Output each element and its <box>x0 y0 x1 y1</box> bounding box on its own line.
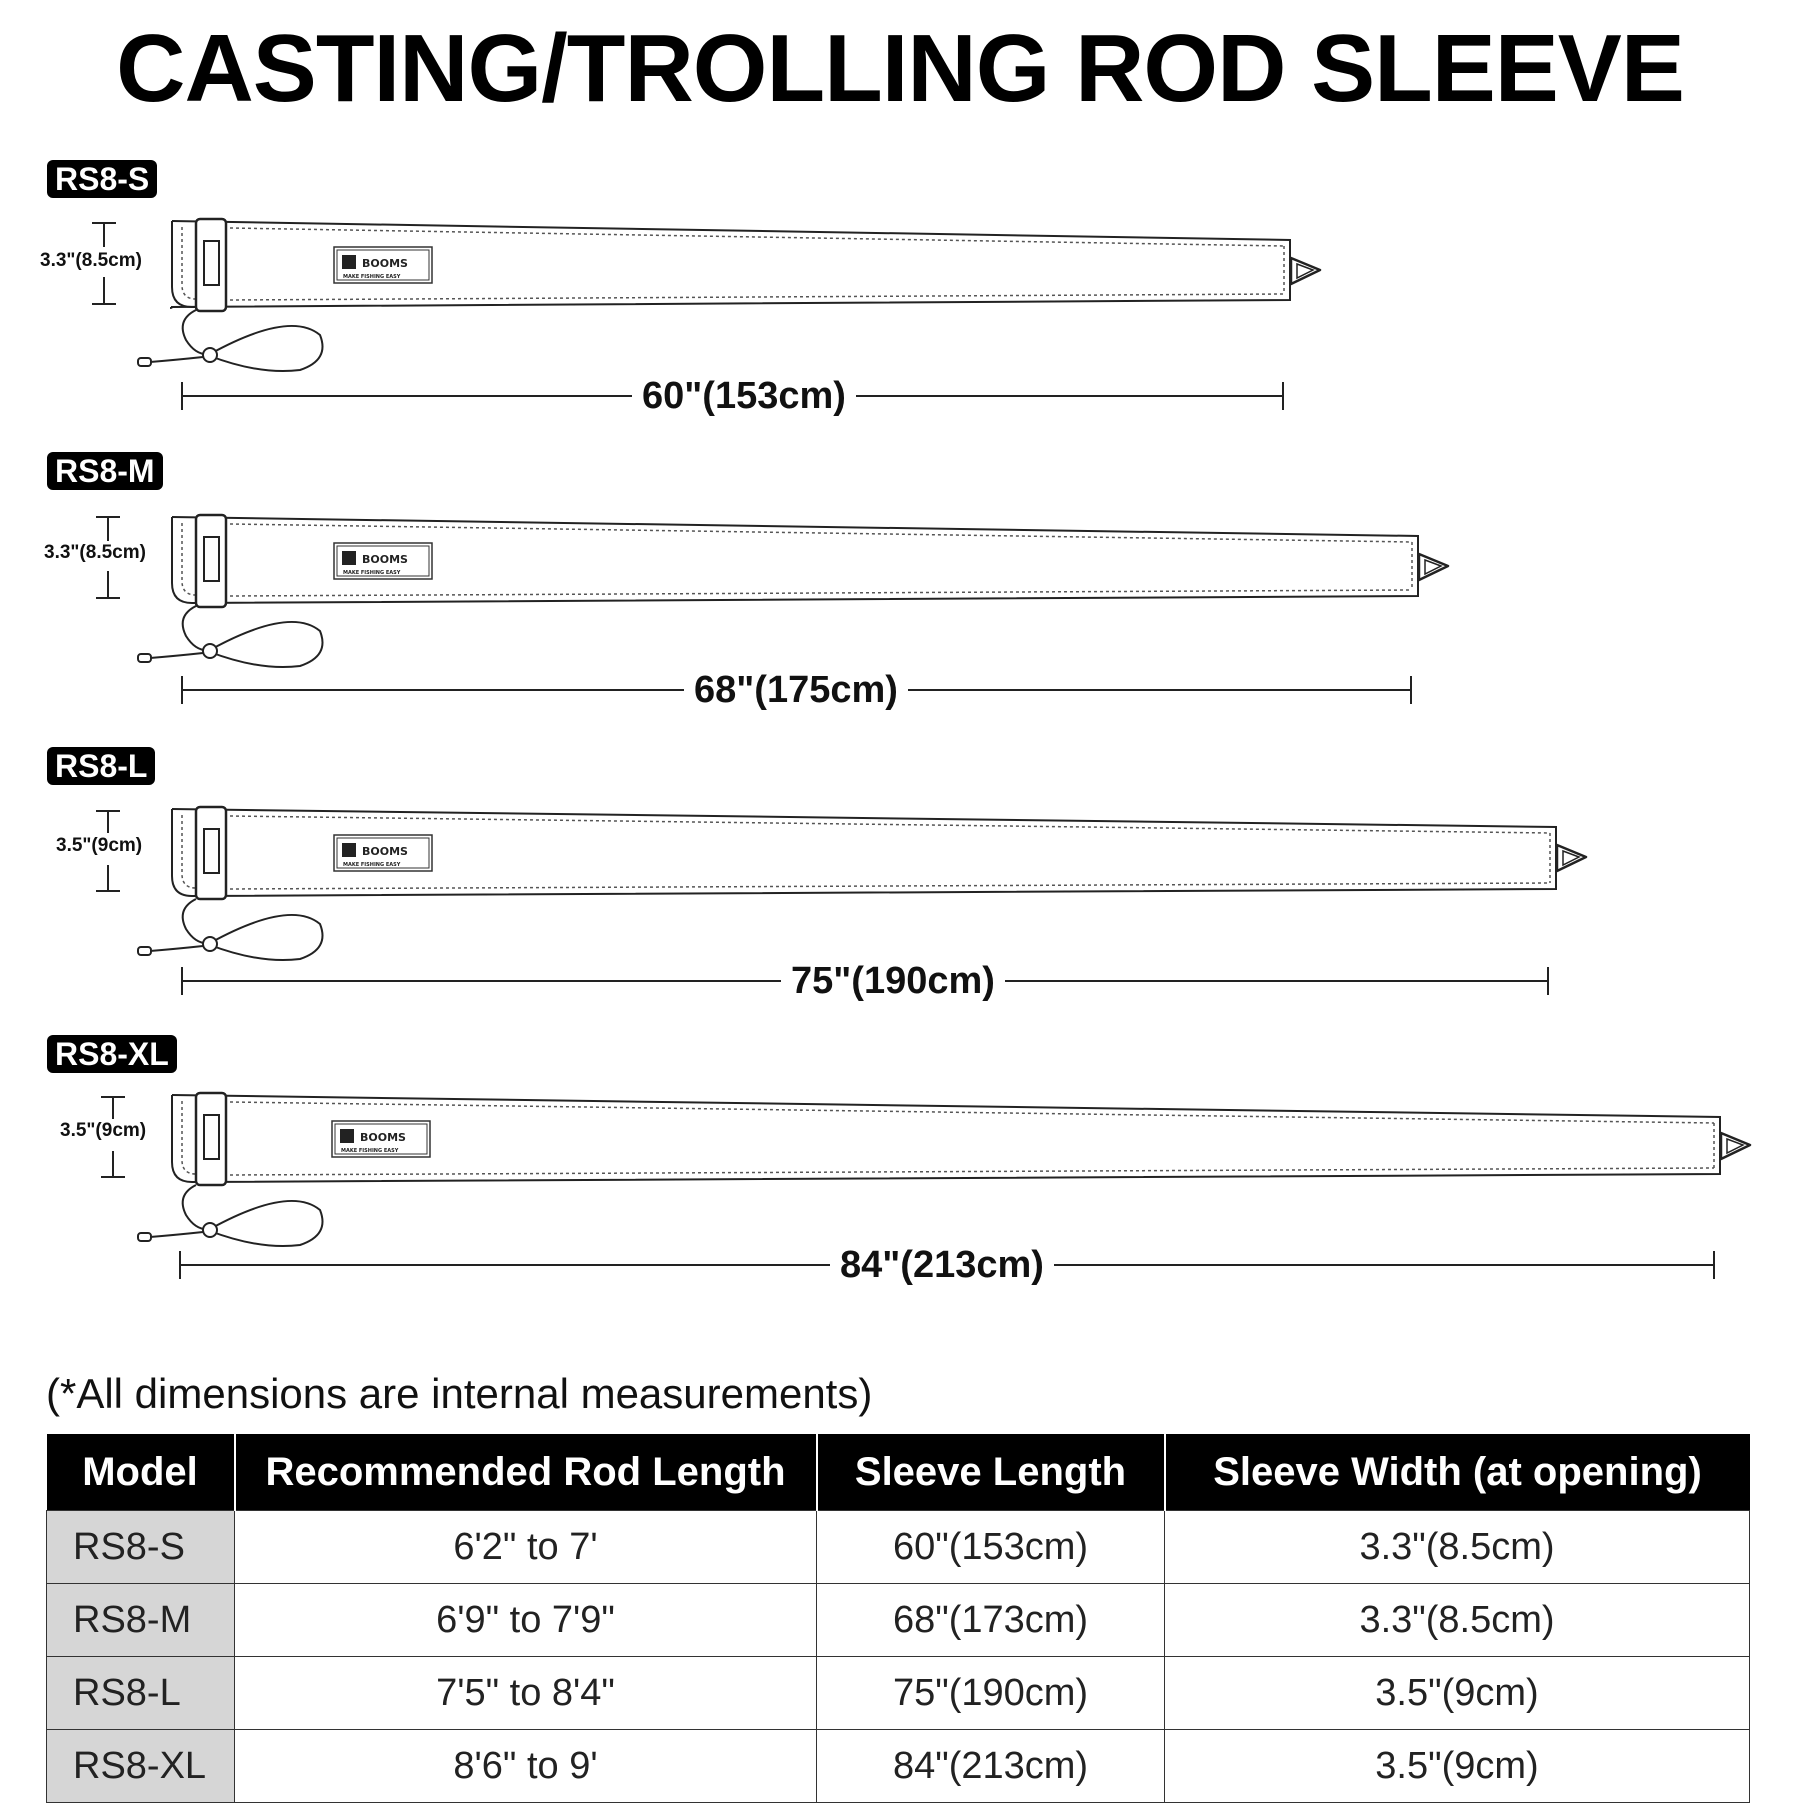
logo-text: BOOMS <box>360 1131 406 1144</box>
rod-diagram-rs8-xl <box>0 1035 1800 1325</box>
length-label: 68"(175cm) <box>684 668 908 712</box>
d-ring-icon <box>1419 554 1448 580</box>
width-label: 3.5"(9cm) <box>56 835 143 856</box>
drawstring-cord-icon <box>138 606 323 667</box>
d-ring-icon <box>1721 1133 1750 1159</box>
measurement-note: (*All dimensions are internal measurements) <box>46 1370 873 1417</box>
rod-diagram-rs8-m <box>0 452 1800 742</box>
rod-diagram-rs8-s <box>0 160 1800 450</box>
booms-logo-patch <box>334 835 432 871</box>
booms-logo-patch <box>334 543 432 579</box>
cell-sleeve-width: 3.5"(9cm) <box>1165 1730 1750 1803</box>
table-row <box>47 1730 1750 1803</box>
cell-sleeve-length: 84"(213cm) <box>817 1730 1165 1803</box>
table-row <box>47 1584 1750 1657</box>
booms-logo-patch <box>334 247 432 283</box>
table-header-row <box>47 1434 1750 1511</box>
header-model: Model <box>47 1434 235 1511</box>
cell-model: RS8-XL <box>47 1730 235 1803</box>
cell-sleeve-length: 75"(190cm) <box>817 1657 1165 1730</box>
model-tag: RS8-M <box>47 452 163 490</box>
cell-model: RS8-S <box>47 1511 235 1584</box>
length-label: 75"(190cm) <box>781 959 1005 1003</box>
width-dimension-marker <box>96 811 120 891</box>
header-rod-length: Recommended Rod Length <box>235 1434 817 1511</box>
cell-rod-length: 6'9" to 7'9" <box>235 1584 817 1657</box>
width-dimension-marker <box>92 223 116 304</box>
d-ring-icon <box>1291 258 1320 284</box>
specs-table <box>46 1434 1750 1803</box>
logo-tagline: MAKE FISHING EASY <box>343 570 401 576</box>
drawstring-cord-icon <box>138 899 323 960</box>
logo-tagline: MAKE FISHING EASY <box>343 274 401 280</box>
length-label: 60"(153cm) <box>632 374 856 418</box>
logo-text: BOOMS <box>362 845 408 858</box>
header-sleeve-width: Sleeve Width (at opening) <box>1165 1434 1750 1511</box>
width-dimension-marker <box>96 517 120 598</box>
cell-sleeve-width: 3.3"(8.5cm) <box>1165 1511 1750 1584</box>
cell-rod-length: 7'5" to 8'4" <box>235 1657 817 1730</box>
model-tag: RS8-XL <box>47 1035 177 1073</box>
cell-sleeve-width: 3.3"(8.5cm) <box>1165 1584 1750 1657</box>
cell-rod-length: 6'2" to 7' <box>235 1511 817 1584</box>
logo-tagline: MAKE FISHING EASY <box>341 1148 399 1154</box>
cell-sleeve-length: 60"(153cm) <box>817 1511 1165 1584</box>
logo-tagline: MAKE FISHING EASY <box>343 862 401 868</box>
width-label: 3.3"(8.5cm) <box>40 250 142 271</box>
model-tag: RS8-S <box>47 160 157 198</box>
cell-sleeve-length: 68"(173cm) <box>817 1584 1165 1657</box>
cell-sleeve-width: 3.5"(9cm) <box>1165 1657 1750 1730</box>
width-label: 3.3"(8.5cm) <box>44 542 146 563</box>
rod-diagram-rs8-l <box>0 747 1800 1037</box>
cell-model: RS8-L <box>47 1657 235 1730</box>
table-row <box>47 1511 1750 1584</box>
header-sleeve-length: Sleeve Length <box>817 1434 1165 1511</box>
cell-rod-length: 8'6" to 9' <box>235 1730 817 1803</box>
width-label: 3.5"(9cm) <box>60 1120 147 1141</box>
drawstring-cord-icon <box>138 1185 323 1246</box>
page-title: CASTING/TROLLING ROD SLEEVE <box>116 15 1684 122</box>
logo-text: BOOMS <box>362 553 408 566</box>
table-row <box>47 1657 1750 1730</box>
booms-logo-patch <box>332 1121 430 1157</box>
length-label: 84"(213cm) <box>830 1243 1054 1287</box>
logo-text: BOOMS <box>362 257 408 270</box>
d-ring-icon <box>1557 845 1586 871</box>
drawstring-cord-icon <box>138 310 323 371</box>
width-dimension-marker <box>101 1097 125 1177</box>
cell-model: RS8-M <box>47 1584 235 1657</box>
rod-sleeve-drawing <box>0 160 1800 450</box>
model-tag: RS8-L <box>47 747 155 785</box>
